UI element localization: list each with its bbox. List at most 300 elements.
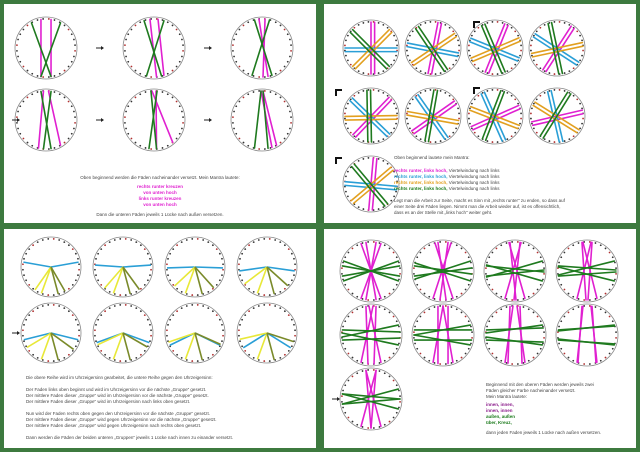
slot-dot — [468, 256, 470, 258]
slot-dot — [77, 324, 79, 326]
slot-dot — [279, 307, 281, 309]
slot-dot — [579, 103, 581, 105]
slot-dot — [344, 284, 346, 286]
slot-dot — [468, 45, 470, 47]
slot-dot — [42, 76, 44, 78]
slot-dot — [469, 108, 471, 110]
slot-dot — [435, 73, 437, 75]
slot-dot — [578, 306, 580, 308]
slot-dot — [125, 39, 127, 41]
slot-dot — [533, 103, 535, 105]
slot-dot — [352, 293, 354, 295]
slot-dot — [212, 354, 214, 356]
slot-dot — [496, 357, 498, 359]
slot-dot — [22, 263, 24, 265]
slot-dot — [449, 27, 451, 29]
slot-dot — [289, 128, 291, 130]
slot-dot — [293, 274, 295, 276]
braiding-wheel — [412, 240, 474, 302]
slot-dot — [564, 90, 566, 92]
panel3-text-line: Dann werden die Fäden der beiden unteren „Gruppen" jeweils 1 Lücke nach innen zu einander versetzt. — [26, 435, 233, 440]
slot-dot — [22, 269, 24, 271]
slot-dot — [125, 56, 127, 58]
slot-dot — [564, 289, 566, 291]
slot-dot — [147, 253, 149, 255]
slot-dot — [506, 70, 508, 72]
slot-dot — [289, 56, 291, 58]
slot-dot — [589, 299, 591, 301]
slot-dot — [533, 59, 535, 61]
braiding-wheel — [467, 88, 523, 144]
slot-dot — [399, 273, 401, 275]
slot-dot — [167, 21, 169, 23]
slot-dot — [579, 35, 581, 37]
slot-dot — [581, 55, 583, 57]
slot-dot — [264, 90, 266, 92]
panel2-note-3: dass es an der Stelle mit „links hoch" weiter geht. — [394, 210, 493, 215]
slot-dot — [414, 343, 416, 345]
slot-dot — [149, 258, 151, 260]
slot-dot — [179, 33, 181, 35]
slot-dot — [384, 360, 386, 362]
slot-dot — [615, 267, 617, 269]
slot-dot — [378, 158, 380, 160]
slot-dot — [389, 357, 391, 359]
slot-dot — [583, 299, 585, 301]
slot-dot — [471, 331, 473, 333]
slot-dot — [409, 59, 411, 61]
slot-dot — [506, 92, 508, 94]
slot-dot — [74, 50, 76, 52]
slot-dot — [22, 335, 24, 337]
slot-dot — [347, 35, 349, 37]
slot-dot — [233, 39, 235, 41]
slot-dot — [97, 279, 99, 281]
wheel-disc — [484, 304, 546, 366]
slot-dot — [47, 238, 49, 240]
slot-dot — [347, 171, 349, 173]
slot-dot — [127, 133, 129, 135]
slot-dot — [457, 39, 459, 41]
slot-dot — [95, 258, 97, 260]
slot-dot — [104, 354, 106, 356]
slot-dot — [17, 56, 19, 58]
slot-dot — [181, 241, 183, 243]
arrow-icon — [96, 118, 104, 122]
slot-dot — [263, 294, 265, 296]
slot-dot — [125, 128, 127, 130]
slot-dot — [362, 362, 364, 364]
slot-dot — [415, 135, 417, 137]
slot-dot — [345, 55, 347, 57]
slot-dot — [135, 241, 137, 243]
slot-dot — [97, 319, 99, 321]
slot-dot — [482, 92, 484, 94]
slot-dot — [477, 67, 479, 69]
slot-dot — [482, 70, 484, 72]
slot-dot — [363, 72, 365, 74]
slot-dot — [135, 97, 137, 99]
slot-dot — [16, 122, 18, 124]
slot-dot — [124, 116, 126, 118]
slot-dot — [162, 91, 164, 93]
slot-dot — [68, 244, 70, 246]
slot-dot — [378, 90, 380, 92]
panel4-intro-3: Mein Mantra lautete: — [486, 394, 528, 399]
slot-dot — [172, 314, 174, 316]
slot-dot — [465, 289, 467, 291]
slot-dot — [609, 252, 611, 254]
panel4-mantra-3: außen, außen — [486, 414, 516, 419]
slot-dot — [396, 348, 398, 350]
slot-dot — [97, 253, 99, 255]
slot-dot — [181, 307, 183, 309]
slot-dot — [17, 128, 19, 130]
slot-dot — [530, 45, 532, 47]
slot-dot — [71, 105, 73, 107]
slot-dot — [407, 55, 409, 57]
slot-dot — [461, 293, 463, 295]
slot-dot — [398, 343, 400, 345]
arrow-icon — [332, 397, 340, 401]
slot-dot — [216, 314, 218, 316]
braiding-wheel — [556, 240, 618, 302]
slot-dot — [449, 67, 451, 69]
slot-dot — [540, 348, 542, 350]
slot-dot — [253, 307, 255, 309]
slot-dot — [248, 354, 250, 356]
slot-dot — [135, 291, 137, 293]
slot-dot — [572, 296, 574, 298]
slot-dot — [47, 304, 49, 306]
slot-dot — [496, 248, 498, 250]
slot-dot — [287, 33, 289, 35]
slot-dot — [519, 123, 521, 125]
slot-dot — [492, 89, 494, 91]
slot-dot — [181, 291, 183, 293]
braiding-wheel — [231, 89, 293, 151]
slot-dot — [140, 288, 142, 290]
slot-dot — [216, 284, 218, 286]
slot-dot — [542, 326, 544, 328]
slot-dot — [287, 105, 289, 107]
slot-dot — [149, 324, 151, 326]
slot-dot — [166, 269, 168, 271]
slot-dot — [176, 29, 178, 31]
slot-dot — [75, 253, 77, 255]
slot-dot — [506, 298, 508, 300]
slot-dot — [581, 123, 583, 125]
slot-dot — [212, 288, 214, 290]
slot-dot — [514, 64, 516, 66]
slot-dot — [358, 206, 360, 208]
slot-dot — [543, 337, 545, 339]
slot-dot — [373, 369, 375, 371]
braiding-wheel — [231, 17, 293, 79]
thread-line — [367, 90, 368, 141]
braiding-wheel — [529, 88, 585, 144]
slot-dot — [537, 316, 539, 318]
slot-dot — [288, 350, 290, 352]
slot-dot — [347, 59, 349, 61]
slot-dot — [269, 238, 271, 240]
slot-dot — [488, 348, 490, 350]
slot-dot — [109, 291, 111, 293]
slot-dot — [344, 348, 346, 350]
slot-dot — [543, 331, 545, 333]
slot-dot — [150, 76, 152, 78]
slot-dot — [497, 73, 499, 75]
slot-dot — [284, 244, 286, 246]
slot-dot — [595, 242, 597, 244]
slot-dot — [544, 24, 546, 26]
slot-dot — [150, 269, 152, 271]
slot-dot — [367, 299, 369, 301]
slot-dot — [428, 244, 430, 246]
slot-dot — [528, 308, 530, 310]
slot-dot — [269, 304, 271, 306]
slot-dot — [356, 308, 358, 310]
slot-dot — [548, 90, 550, 92]
slot-dot — [37, 91, 39, 93]
slot-dot — [48, 18, 50, 20]
slot-dot — [600, 244, 602, 246]
slot-dot — [368, 21, 370, 23]
slot-dot — [358, 138, 360, 140]
slot-dot — [456, 360, 458, 362]
slot-dot — [16, 44, 18, 46]
slot-dot — [17, 111, 19, 113]
slot-dot — [222, 335, 224, 337]
slot-dot — [485, 273, 487, 275]
slot-dot — [181, 111, 183, 113]
slot-dot — [477, 27, 479, 29]
wheel-disc — [15, 17, 77, 79]
slot-dot — [581, 107, 583, 109]
slot-dot — [100, 350, 102, 352]
slot-dot — [32, 288, 34, 290]
wheel-disc — [556, 304, 618, 366]
panel3-text-line: Nun wird der Faden rechts oben gegen den Uhrzeigersinn vor die nächste „Gruppe" gesetzt. — [26, 411, 210, 416]
slot-dot — [342, 390, 344, 392]
slot-dot — [130, 305, 132, 307]
slot-dot — [573, 135, 575, 137]
slot-dot — [348, 380, 350, 382]
panel2-note-1: Legt man die Arbeit zur Seite, macht es Sinn mit „rechts runter" zu enden, so dass auf — [394, 198, 565, 203]
slot-dot — [511, 363, 513, 365]
slot-dot — [95, 274, 97, 276]
slot-dot — [31, 73, 33, 75]
slot-dot — [396, 113, 398, 115]
slot-dot — [233, 111, 235, 113]
slot-dot — [413, 273, 415, 275]
slot-dot — [378, 208, 380, 210]
slot-dot — [47, 294, 49, 296]
slot-dot — [536, 132, 538, 134]
slot-dot — [430, 21, 432, 23]
slot-dot — [162, 147, 164, 149]
slot-dot — [172, 350, 174, 352]
slot-dot — [32, 244, 34, 246]
slot-dot — [63, 357, 65, 359]
slot-dot — [243, 70, 245, 72]
slot-dot — [539, 27, 541, 29]
slot-dot — [396, 384, 398, 386]
slot-dot — [270, 91, 272, 93]
slot-dot — [63, 241, 65, 243]
panel3-text-line: Der mittlere Faden dieser „Gruppe" wird im Uhrzeigersinn nach links oben gesetzt. — [26, 399, 191, 404]
slot-dot — [176, 310, 178, 312]
slot-dot — [373, 299, 375, 301]
slot-dot — [248, 288, 250, 290]
slot-dot — [176, 138, 178, 140]
slot-dot — [172, 284, 174, 286]
slot-dot — [290, 116, 292, 118]
panel2-note-2: einer Seite drei Fäden liegen. Nimmt man die Arbeit wieder auf, ist es offensichtlich, — [394, 204, 561, 209]
slot-dot — [202, 305, 204, 307]
slot-dot — [139, 73, 141, 75]
slot-dot — [373, 427, 375, 429]
slot-dot — [549, 140, 551, 142]
slot-dot — [384, 296, 386, 298]
slot-dot — [434, 298, 436, 300]
slot-dot — [396, 412, 398, 414]
slot-dot — [280, 97, 282, 99]
slot-dot — [471, 35, 473, 37]
slot-dot — [420, 252, 422, 254]
slot-dot — [176, 244, 178, 246]
slot-dot — [568, 248, 570, 250]
slot-dot — [609, 353, 611, 355]
slot-dot — [344, 384, 346, 386]
slot-dot — [612, 256, 614, 258]
slot-dot — [68, 29, 70, 31]
slot-dot — [492, 316, 494, 318]
slot-dot — [615, 273, 617, 275]
slot-dot — [263, 360, 265, 362]
slot-dot — [179, 61, 181, 63]
slot-dot — [382, 24, 384, 26]
slot-dot — [37, 241, 39, 243]
slot-dot — [564, 22, 566, 24]
slot-dot — [197, 238, 199, 240]
slot-dot — [468, 118, 470, 120]
slot-dot — [348, 316, 350, 318]
panel1-mantra-3: links runter kreuzen — [138, 196, 182, 201]
slot-dot — [275, 93, 277, 95]
slot-dot — [533, 312, 535, 314]
slot-dot — [457, 107, 459, 109]
slot-dot — [59, 73, 61, 75]
slot-dot — [207, 357, 209, 359]
slot-dot — [399, 267, 401, 269]
slot-dot — [492, 141, 494, 143]
arrow-icon — [96, 46, 104, 50]
slot-dot — [614, 279, 616, 281]
slot-dot — [140, 354, 142, 356]
slot-dot — [341, 273, 343, 275]
slot-dot — [25, 319, 27, 321]
slot-dot — [395, 107, 397, 109]
slot-dot — [492, 289, 494, 291]
slot-dot — [239, 138, 241, 140]
slot-dot — [150, 329, 152, 331]
slot-dot — [393, 380, 395, 382]
slot-dot — [558, 326, 560, 328]
slot-dot — [191, 294, 193, 296]
braiding-wheel — [340, 368, 402, 430]
slot-dot — [528, 296, 530, 298]
slot-dot — [235, 133, 237, 135]
slot-dot — [25, 279, 27, 281]
slot-dot — [544, 92, 546, 94]
slot-dot — [384, 244, 386, 246]
braiding-wheel — [15, 17, 77, 79]
slot-dot — [367, 427, 369, 429]
slot-dot — [135, 307, 137, 309]
slot-dot — [16, 116, 18, 118]
braiding-wheel — [340, 240, 402, 302]
slot-dot — [131, 101, 133, 103]
slot-dot — [74, 122, 76, 124]
slot-dot — [560, 284, 562, 286]
slot-dot — [439, 241, 441, 243]
slot-dot — [23, 66, 25, 68]
slot-dot — [284, 138, 286, 140]
slot-dot — [352, 421, 354, 423]
slot-dot — [456, 308, 458, 310]
slot-dot — [393, 289, 395, 291]
slot-dot — [19, 105, 21, 107]
slot-dot — [219, 253, 221, 255]
slot-dot — [238, 329, 240, 331]
slot-dot — [125, 360, 127, 362]
slot-dot — [16, 50, 18, 52]
slot-dot — [352, 248, 354, 250]
slot-dot — [558, 279, 560, 281]
slot-dot — [595, 306, 597, 308]
slot-dot — [387, 163, 389, 165]
slot-dot — [19, 33, 21, 35]
slot-dot — [131, 29, 133, 31]
slot-dot — [533, 357, 535, 359]
slot-dot — [42, 239, 44, 241]
slot-dot — [382, 206, 384, 208]
slot-dot — [523, 306, 525, 308]
slot-dot — [222, 263, 224, 265]
slot-dot — [413, 267, 415, 269]
slot-dot — [145, 91, 147, 93]
slot-dot — [406, 50, 408, 52]
slot-dot — [396, 45, 398, 47]
slot-dot — [502, 22, 504, 24]
slot-dot — [528, 360, 530, 362]
slot-dot — [519, 55, 521, 57]
slot-dot — [471, 103, 473, 105]
slot-dot — [341, 395, 343, 397]
slot-dot — [264, 76, 266, 78]
slot-dot — [258, 148, 260, 150]
slot-dot — [428, 308, 430, 310]
slot-dot — [284, 101, 286, 103]
slot-dot — [239, 101, 241, 103]
slot-dot — [600, 308, 602, 310]
slot-dot — [471, 127, 473, 129]
slot-dot — [74, 44, 76, 46]
slot-dot — [104, 310, 106, 312]
slot-dot — [399, 395, 401, 397]
panel3-text-line: Der Faden links oben beginnt und wird im Uhrzeigersinn vor die nächste „Gruppe" gesetzt. — [26, 387, 207, 392]
